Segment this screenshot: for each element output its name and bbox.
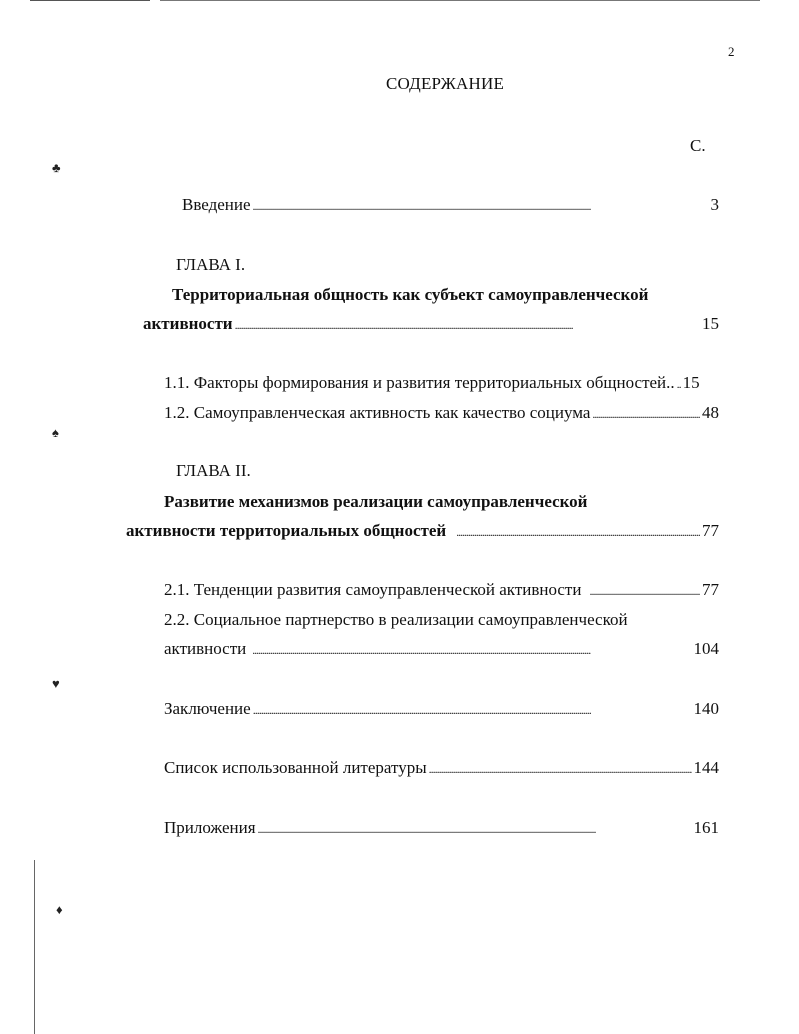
toc-entry-label: активности <box>164 639 247 658</box>
toc-entry-page: 3 <box>710 195 719 214</box>
toc-entry-section-2-1[interactable] <box>164 580 719 602</box>
leader-dots <box>253 699 692 719</box>
page-number: 2 <box>728 44 735 59</box>
scan-mark-icon: ♣ <box>52 160 61 175</box>
page-title: СОДЕРЖАНИЕ <box>386 74 505 93</box>
toc-entry-label: активности территориальных общностей <box>126 521 447 540</box>
leader-dots <box>252 639 691 659</box>
toc-entry-label: Введение <box>182 195 251 214</box>
toc-entry-label: Список использованной литературы <box>164 758 427 777</box>
toc-entry-bibliography[interactable] <box>164 758 719 780</box>
leader-dots <box>677 373 681 393</box>
chapter-1-title: Территориальная общность как субъект самоуправленческой <box>172 285 649 304</box>
scan-mark-icon: ♥ <box>52 676 60 691</box>
toc-entry-label: 1.2. Самоуправленческая активность как качество социума <box>164 403 591 422</box>
toc-entry-page: 48 <box>702 403 719 422</box>
toc-entry-conclusion[interactable] <box>164 699 719 721</box>
toc-entry-label: активности <box>143 314 233 333</box>
toc-entry-page: 15 <box>702 314 719 333</box>
chapter-1-heading: ГЛАВА I. <box>176 255 246 274</box>
toc-entry-label: Приложения <box>164 818 256 837</box>
toc-entry-intro[interactable] <box>182 195 719 217</box>
leader-dots <box>592 403 700 423</box>
leader-dots <box>429 758 692 778</box>
toc-entry-page: 77 <box>702 580 719 599</box>
leader-dots <box>589 580 700 600</box>
toc-entry-section-1-1[interactable] <box>164 373 719 395</box>
toc-entry-page: 77 <box>702 521 719 540</box>
leader-dots <box>258 818 692 838</box>
toc-entry-page: 161 <box>693 818 719 837</box>
scan-mark-icon: ♠ <box>52 425 59 440</box>
toc-entry-label: 1.1. Факторы формирования и развития территориальных общностей.. <box>164 373 675 392</box>
toc-entry-appendices[interactable] <box>164 818 719 840</box>
toc-entry-chapter-2[interactable] <box>126 521 719 543</box>
toc-entry-page: 15 <box>682 373 700 392</box>
toc-entry-section-2-2-label: 2.2. Социальное партнерство в реализации самоуправленческой <box>164 610 628 629</box>
toc-entry-label: 2.1. Тенденции развития самоуправленческой активности <box>164 580 582 599</box>
margin-rule <box>34 860 35 1034</box>
toc-entry-section-2-2[interactable] <box>164 639 719 661</box>
chapter-2-title: Развитие механизмов реализации самоуправленческой <box>164 492 588 511</box>
top-rule <box>30 0 150 1</box>
chapter-2-heading: ГЛАВА II. <box>176 461 251 480</box>
leader-dots <box>253 195 709 215</box>
leader-dots <box>456 521 700 541</box>
top-rule <box>160 0 760 1</box>
toc-entry-section-1-2[interactable] <box>164 403 719 425</box>
toc-entry-label: Заключение <box>164 699 251 718</box>
scan-mark-icon: ♦ <box>56 902 63 917</box>
toc-entry-page: 140 <box>693 699 719 718</box>
toc-entry-chapter-1[interactable] <box>143 314 719 336</box>
pages-column-label: С. <box>690 136 706 155</box>
toc-entry-page: 104 <box>693 639 719 658</box>
toc-entry-page: 144 <box>693 758 719 777</box>
leader-dots <box>235 314 700 334</box>
